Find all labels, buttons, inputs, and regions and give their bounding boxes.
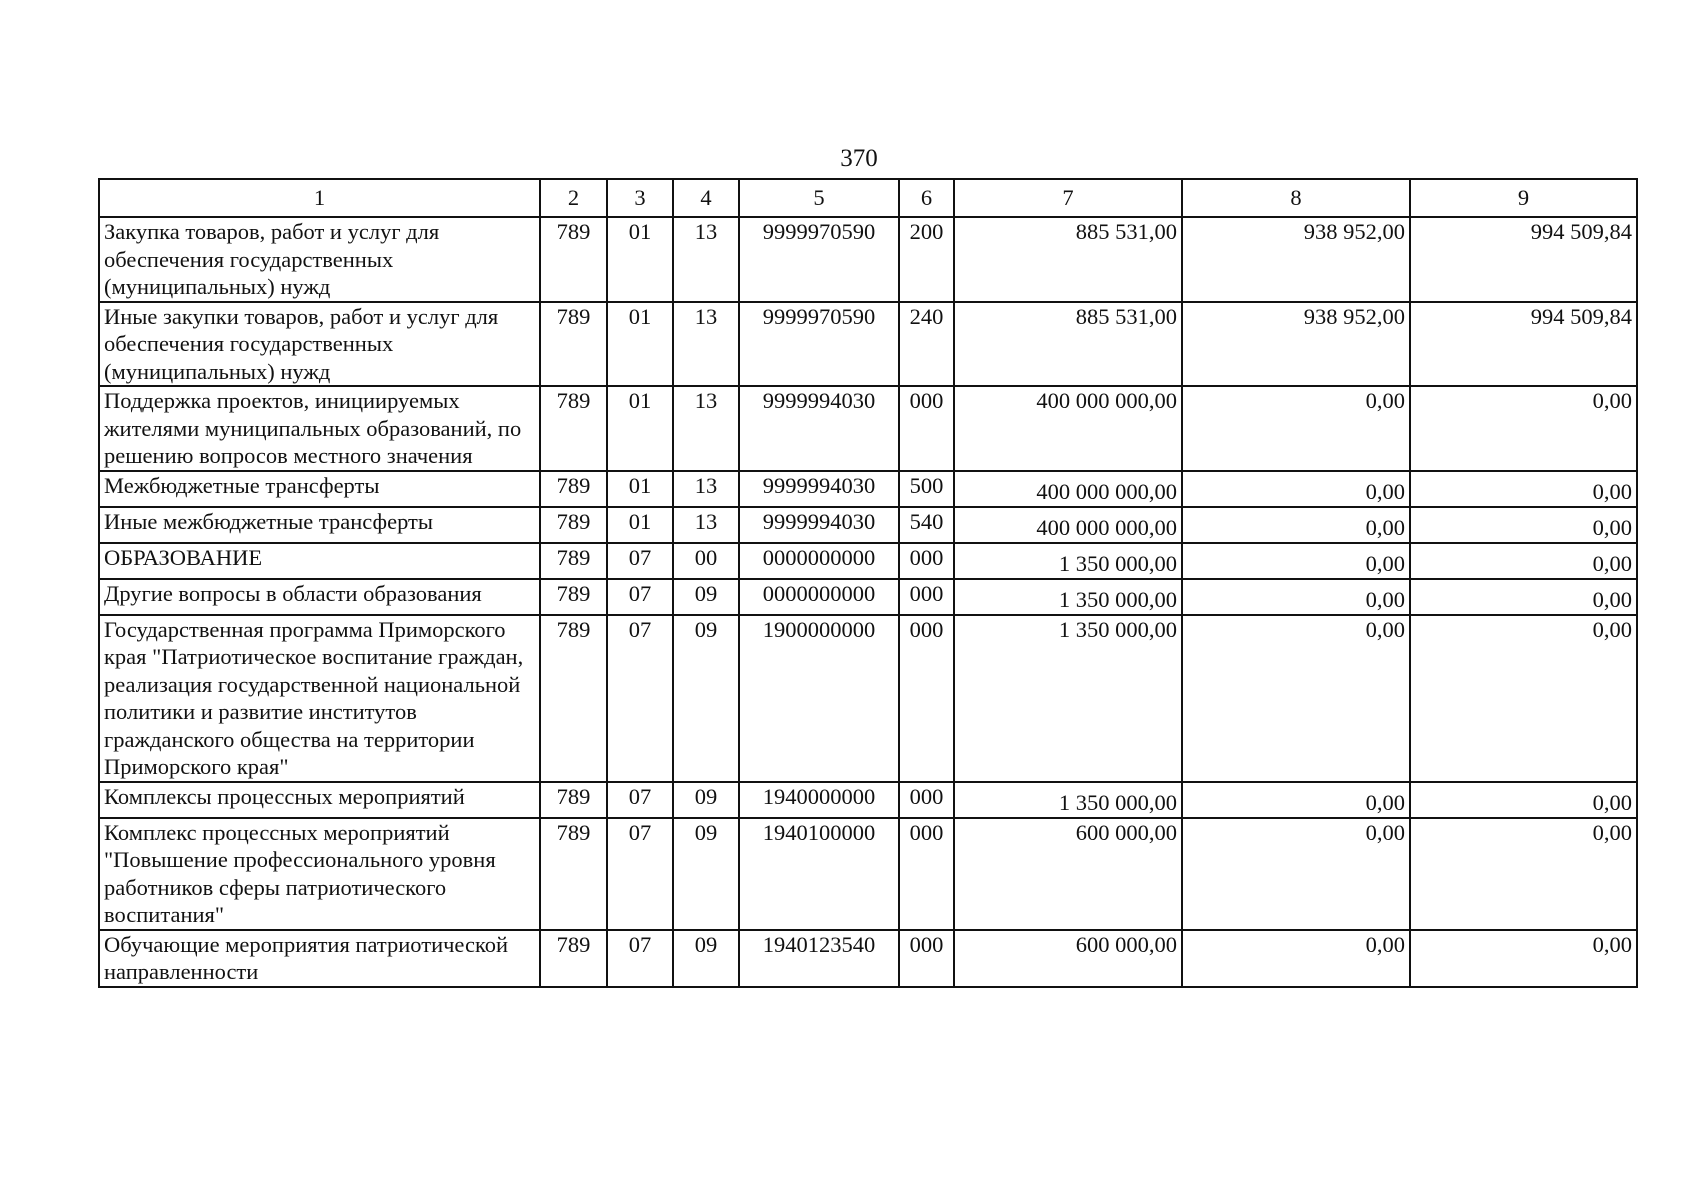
table-row (99, 507, 1637, 543)
cell-subsection: 13 (673, 386, 739, 471)
cell-amount-7: 600 000,00 (954, 930, 1182, 987)
cell-subsection: 09 (673, 782, 739, 818)
cell-target-article: 9999994030 (739, 386, 899, 471)
cell-ministry: 789 (540, 782, 607, 818)
cell-amount-8: 938 952,00 (1182, 302, 1410, 387)
cell-expense-type: 000 (899, 579, 954, 615)
cell-subsection: 09 (673, 930, 739, 987)
cell-expense-type: 000 (899, 386, 954, 471)
cell-expense-type: 500 (899, 471, 954, 507)
cell-amount-7: 885 531,00 (954, 217, 1182, 302)
table-row (99, 543, 1637, 579)
cell-target-article: 1940123540 (739, 930, 899, 987)
cell-expense-type: 240 (899, 302, 954, 387)
cell-ministry: 789 (540, 471, 607, 507)
cell-amount-9: 0,00 (1410, 471, 1637, 507)
row-name: Закупка товаров, работ и услуг для обеспечения государственных (муниципальных) нужд (99, 217, 540, 302)
cell-amount-7: 400 000 000,00 (954, 386, 1182, 471)
table-row (99, 217, 1637, 302)
cell-amount-8: 0,00 (1182, 543, 1410, 579)
column-header: 8 (1182, 179, 1410, 217)
cell-amount-7: 400 000 000,00 (954, 507, 1182, 543)
cell-target-article: 1940100000 (739, 818, 899, 930)
column-header: 4 (673, 179, 739, 217)
cell-target-article: 1940000000 (739, 782, 899, 818)
row-name: Иные закупки товаров, работ и услуг для обеспечения государственных (муниципальных) нужд (99, 302, 540, 387)
cell-ministry: 789 (540, 302, 607, 387)
cell-amount-8: 0,00 (1182, 507, 1410, 543)
cell-amount-8: 0,00 (1182, 579, 1410, 615)
cell-section: 01 (607, 507, 673, 543)
budget-table (98, 178, 1638, 988)
row-name: Комплексы процессных мероприятий (99, 782, 540, 818)
cell-amount-9: 0,00 (1410, 507, 1637, 543)
cell-amount-9: 0,00 (1410, 782, 1637, 818)
cell-subsection: 09 (673, 818, 739, 930)
row-name: Иные межбюджетные трансферты (99, 507, 540, 543)
table-row (99, 386, 1637, 471)
cell-expense-type: 000 (899, 543, 954, 579)
cell-subsection: 13 (673, 471, 739, 507)
cell-expense-type: 000 (899, 818, 954, 930)
table-row (99, 818, 1637, 930)
column-header: 7 (954, 179, 1182, 217)
cell-subsection: 00 (673, 543, 739, 579)
cell-target-article: 9999994030 (739, 471, 899, 507)
cell-amount-8: 0,00 (1182, 818, 1410, 930)
cell-ministry: 789 (540, 615, 607, 782)
cell-expense-type: 540 (899, 507, 954, 543)
cell-section: 07 (607, 818, 673, 930)
cell-subsection: 13 (673, 217, 739, 302)
cell-amount-9: 994 509,84 (1410, 302, 1637, 387)
column-header: 2 (540, 179, 607, 217)
cell-amount-9: 0,00 (1410, 930, 1637, 987)
cell-amount-8: 0,00 (1182, 782, 1410, 818)
column-header: 5 (739, 179, 899, 217)
column-header: 3 (607, 179, 673, 217)
row-name: Комплекс процессных мероприятий "Повышение профессионального уровня работников сферы патриотического воспитания" (99, 818, 540, 930)
column-header: 1 (99, 179, 540, 217)
cell-target-article: 0000000000 (739, 579, 899, 615)
cell-target-article: 0000000000 (739, 543, 899, 579)
row-name: ОБРАЗОВАНИЕ (99, 543, 540, 579)
cell-target-article: 9999970590 (739, 217, 899, 302)
cell-target-article: 9999970590 (739, 302, 899, 387)
cell-amount-8: 0,00 (1182, 471, 1410, 507)
cell-section: 07 (607, 579, 673, 615)
cell-section: 07 (607, 615, 673, 782)
row-name: Государственная программа Приморского края "Патриотическое воспитание граждан, реализация государственной национальной политики и развитие институтов гражданского общества на территории Приморского края" (99, 615, 540, 782)
cell-section: 07 (607, 930, 673, 987)
cell-ministry: 789 (540, 217, 607, 302)
cell-ministry: 789 (540, 579, 607, 615)
cell-target-article: 1900000000 (739, 615, 899, 782)
cell-expense-type: 000 (899, 615, 954, 782)
cell-subsection: 09 (673, 579, 739, 615)
cell-expense-type: 000 (899, 782, 954, 818)
cell-section: 07 (607, 543, 673, 579)
cell-ministry: 789 (540, 930, 607, 987)
cell-amount-8: 0,00 (1182, 386, 1410, 471)
table-header-row (99, 179, 1637, 217)
cell-section: 01 (607, 386, 673, 471)
table-row (99, 302, 1637, 387)
cell-amount-9: 0,00 (1410, 386, 1637, 471)
cell-section: 07 (607, 782, 673, 818)
table-row (99, 930, 1637, 987)
cell-amount-8: 0,00 (1182, 615, 1410, 782)
cell-ministry: 789 (540, 543, 607, 579)
table-row (99, 579, 1637, 615)
table-row (99, 615, 1637, 782)
cell-amount-9: 0,00 (1410, 543, 1637, 579)
cell-amount-7: 1 350 000,00 (954, 782, 1182, 818)
cell-section: 01 (607, 217, 673, 302)
table-row (99, 471, 1637, 507)
cell-expense-type: 200 (899, 217, 954, 302)
cell-section: 01 (607, 302, 673, 387)
page-number: 370 (840, 145, 878, 172)
cell-amount-8: 938 952,00 (1182, 217, 1410, 302)
cell-amount-8: 0,00 (1182, 930, 1410, 987)
cell-section: 01 (607, 471, 673, 507)
column-header: 6 (899, 179, 954, 217)
cell-subsection: 09 (673, 615, 739, 782)
cell-subsection: 13 (673, 302, 739, 387)
cell-amount-9: 994 509,84 (1410, 217, 1637, 302)
cell-expense-type: 000 (899, 930, 954, 987)
cell-ministry: 789 (540, 818, 607, 930)
cell-amount-7: 1 350 000,00 (954, 543, 1182, 579)
cell-amount-9: 0,00 (1410, 818, 1637, 930)
row-name: Обучающие мероприятия патриотической направленности (99, 930, 540, 987)
cell-amount-7: 400 000 000,00 (954, 471, 1182, 507)
row-name: Поддержка проектов, инициируемых жителями муниципальных образований, по решению вопросов местного значения (99, 386, 540, 471)
cell-amount-9: 0,00 (1410, 579, 1637, 615)
cell-amount-7: 885 531,00 (954, 302, 1182, 387)
cell-amount-7: 1 350 000,00 (954, 579, 1182, 615)
cell-subsection: 13 (673, 507, 739, 543)
cell-amount-7: 1 350 000,00 (954, 615, 1182, 782)
cell-target-article: 9999994030 (739, 507, 899, 543)
cell-ministry: 789 (540, 386, 607, 471)
column-header: 9 (1410, 179, 1637, 217)
cell-ministry: 789 (540, 507, 607, 543)
cell-amount-7: 600 000,00 (954, 818, 1182, 930)
row-name: Межбюджетные трансферты (99, 471, 540, 507)
cell-amount-9: 0,00 (1410, 615, 1637, 782)
row-name: Другие вопросы в области образования (99, 579, 540, 615)
table-row (99, 782, 1637, 818)
